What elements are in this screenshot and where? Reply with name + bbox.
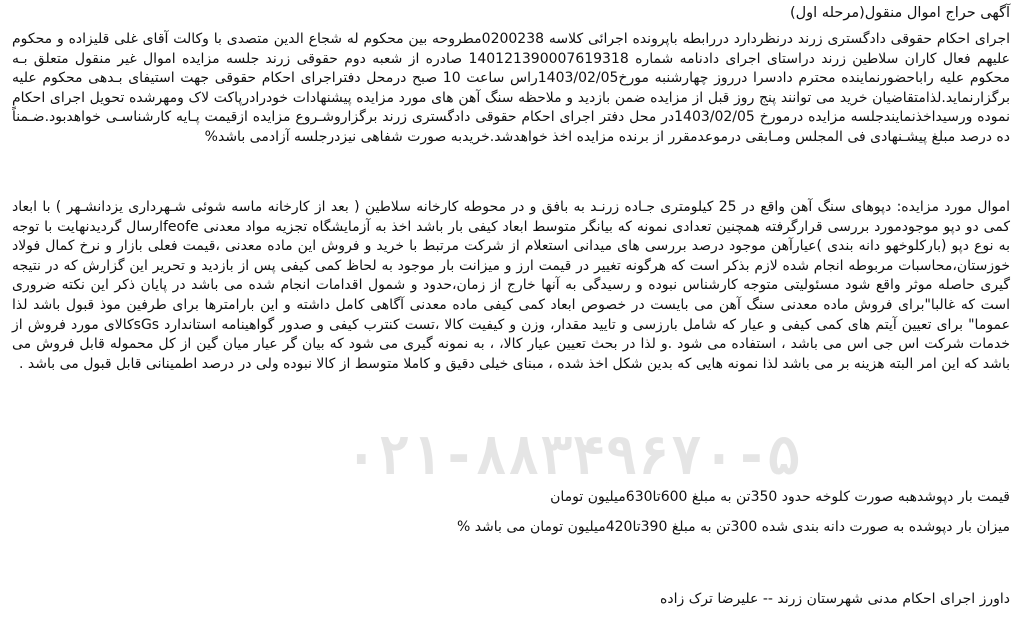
auction-items-paragraph: اموال مورد مزایده: دپوهای سنگ آهن واقع در 25 کیلومتری جـاده زرنـد به بافق و در محوطه کارخانه سلاطین ( بعد از کارخانه ماسه شوئی شـهرداری یزدانشـهر ) با ابعاد کمی دو دپو موجودمورد بررسی قرارگرفته همچنین تعدادی نمونه که بیانگر متوسط ابعاد کیفی بار باشد اخذ به آزمایشگاه تجزیه مواد معدنی feofeارسال گردیدنهایت با توجه به نوع دپو (بارکلوخهو دانه بندی )عیارآهن موجود درصد بررسی های میدانی استعلام از شرکت مرتبط با خرید و فروش این ماده معدنی ،قیمت فعلی بازار و نرخ کمال فولاد خوزستان،محاسبات مربوطه انجام شده لازم بذکر است که هرگونه تغییر در قیمت ارز و میزانت بار موجود به لحاظ کمی کیفی پس از بازدید و تحریر این گزارش که در نتیجه گیری حاصله موثر واقع شود مسئولیتی متوجه کارشناس نبوده و رسیدگی به آنها خارج از زمان،حدود و شمول اقدامات انجام شده می باشد در پایان ذکر این نکته ضروری است که غالبا"برای فروش ماده معدنی سنگ آهن می بایست در خصوص ابعاد کمی کیفی ماده معدنی آگاهی کامل داشته و این بارامترها برای طرفین موذ قبول باشد لذا عموما" برای تعیین آیتم های کمی کیفی و عیار که شامل بارزسی و تایید مقدار، وزن و کیفیت کالا ،تست کنترب کیفی و صدور گواهینامه استاندارد sGsکالای مورد فروش از خدمات شرکت اس جی اس می باشد ، استفاده می شود .و لذا در بحث تعیین عیار کالا، ، به نمونه گیری می شود که بیان گر عیار میان گین از کل محموله قابل فروش می باشد که این امر البته هزینه بر می باشد لذا نمونه هایی که بدین شکل اخذ شده ، مبنای خیلی دقیق و کاملا متوسط از کالا نبوده ولی در درصد اطمینانی قابل قبول می باشد . xyxy=(12,199,1011,372)
auction-intro-paragraph: اجرای احکام حقوقی دادگستری زرند درنظردارد دررابطه باپرونده اجرائی کلاسه 0200238مطروحه بین محکوم له شجاع الدین متصدی با وکالت آقای غلی قلیزاده و محکوم علیهم فعال کاران سلاطین زرند دراستای اجرای دادنامه شماره 140121390007619318 صادره از شعبه دوم حقوقی زرند جلسه مزایده اموال غیر منقول متعلق بـه محکوم علیه رابا‌حضورنماینده محترم دادسرا درروز چهارشنبه مورخ1403/02/05راس ساعت 10 صبح درمحل دفتراجرای احکام حقوقی جهت استیفای بـدهی محکوم علیه برگزارنماید.لذامتقاضیان خرید می توانند پنج روز قبل از مزایده ضمن بازدید و ملاحظه سنگ آهن های مورد مزایده پیشنهادات خودرادرپاکت لاک ومهرشده تحویل اجرای احکام نموده ورسیداخذنمایندجلسه مزایده درمورخ 1403/02/05در محل دفتر اجرای احکام حقوقی دادگستری زرند برگزاروشـروع مزایده ازقیمت پـایه کارشناسـی خواهدبود.ضـمناً ده درصد مبلغ پیشـنهادی فی المجلس ومـابقی درموعدمقرر از برنده مزایده اخذ خواهدشد.خریدبه صورت شفاهی نیزدرجلسه آزادمی باشد% xyxy=(12,31,1010,145)
signature-line: داورز اجرای احکام مدنی شهرستان زرند -- علیرضا ترک زاده xyxy=(660,591,1010,607)
phone-watermark: ۰۲۱-۸۸۳۴۹۶۷۰-۵ xyxy=(345,424,801,487)
price-lump-ore: قیمت بار دپوشدهبه صورت کلوخه حدود 350تن به مبلغ 600تا630میلیون تومان xyxy=(550,489,1010,505)
notice-title: آگهی حراج اموال منقول(مرحله اول) xyxy=(789,5,1010,21)
price-graded-ore: میزان بار دپوشده به صورت دانه بندی شده 300تن به مبلغ 390تا420میلیون تومان می باشد % xyxy=(456,519,1010,535)
